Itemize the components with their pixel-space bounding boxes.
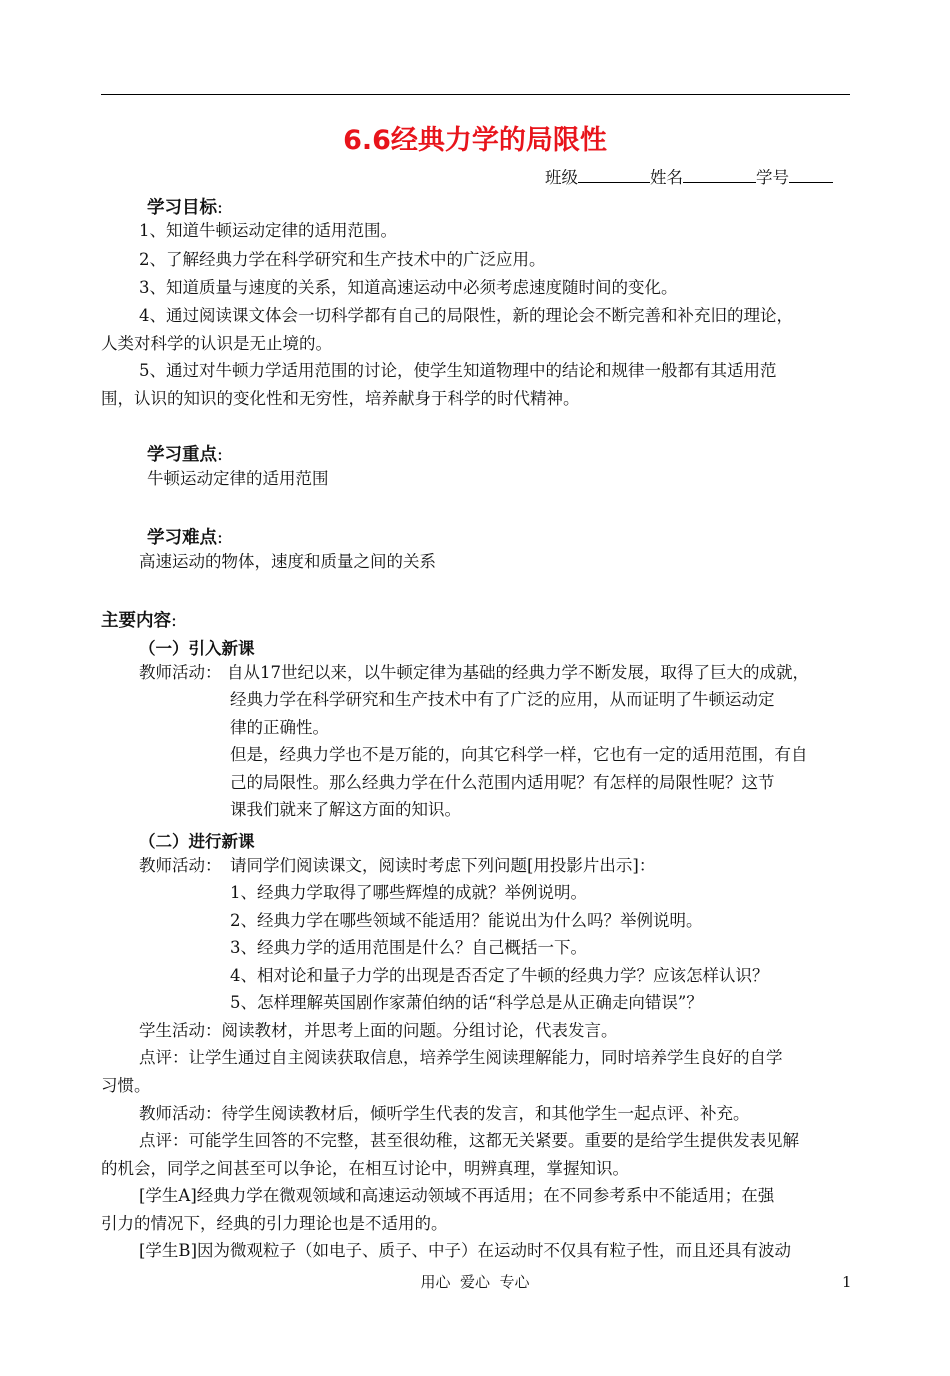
part1-line: 课我们就来了解这方面的知识。 (230, 800, 461, 819)
name-blank[interactable] (683, 166, 756, 183)
goal-item-continued: 围，认识的知识的变化性和无穷性，培养献身于科学的时代精神。 (101, 389, 580, 408)
key-point-text: 牛顿运动定律的适用范围 (147, 469, 329, 488)
part1-line: 己的局限性。那么经典力学在什么范围内适用呢？有怎样的局限性呢？这节 (230, 773, 775, 792)
question-item: 4、相对论和量子力学的出现是否否定了牛顿的经典力学？应该怎样认识？ (230, 966, 769, 985)
question-item: 3、经典力学的适用范围是什么？自己概括一下。 (230, 938, 587, 957)
part1-line: 经典力学在科学研究和生产技术中有了广泛的应用，从而证明了牛顿运动定 (230, 690, 775, 709)
goals-heading: 学习目标: (147, 198, 223, 218)
goal-item: 2、了解经典力学在科学研究和生产技术中的广泛应用。 (139, 250, 546, 269)
number-label: 学号 (756, 168, 789, 187)
part1-teacher-label: 教师活动： (139, 663, 222, 682)
student-activity: 学生活动：阅读教材，并思考上面的问题。分组讨论，代表发言。 (139, 1021, 618, 1040)
comment-line: 点评：让学生通过自主阅读获取信息，培养学生阅读理解能力，同时培养学生良好的自学 (139, 1048, 783, 1067)
question-item: 1、经典力学取得了哪些辉煌的成就？举例说明。 (230, 883, 587, 902)
comment-line-continued: 的机会，同学之间甚至可以争论，在相互讨论中，明辨真理，掌握知识。 (101, 1159, 629, 1178)
goal-item-continued: 人类对科学的认识是无止境的。 (101, 334, 332, 353)
part2-teacher-text: 请同学们阅读课文，阅读时考虑下列问题[用投影片出示]： (230, 856, 656, 875)
goal-item: 1、知道牛顿运动定律的适用范围。 (139, 221, 397, 240)
student-b-line: [学生B]因为微观粒子（如电子、质子、中子）在运动时不仅具有粒子性，而且还具有波动 (139, 1241, 791, 1260)
student-info-line (545, 166, 833, 188)
teacher-activity-2: 教师活动：待学生阅读教材后，倾听学生代表的发言，和其他学生一起点评、补充。 (139, 1104, 750, 1123)
class-blank[interactable] (578, 166, 650, 183)
class-label: 班级 (545, 168, 578, 187)
goal-item: 5、通过对牛顿力学适用范围的讨论，使学生知道物理中的结论和规律一般都有其适用范 (139, 361, 777, 380)
part1-line: 但是，经典力学也不是万能的，向其它科学一样，它也有一定的适用范围，有自 (230, 745, 808, 764)
name-label: 姓名 (650, 168, 683, 187)
header-rule (101, 94, 850, 95)
difficulty-heading: 学习难点: (147, 528, 223, 548)
part1-line: 律的正确性。 (230, 718, 329, 737)
difficulty-text: 高速运动的物体，速度和质量之间的关系 (139, 552, 436, 571)
goal-item: 3、知道质量与速度的关系，知道高速运动中必须考虑速度随时间的变化。 (139, 278, 678, 297)
question-item: 2、经典力学在哪些领域不能适用？能说出为什么吗？举例说明。 (230, 911, 703, 930)
footer-motto: 用心 爱心 专心 (420, 1273, 530, 1291)
page-number: 1 (842, 1273, 852, 1291)
student-a-line: [学生A]经典力学在微观领域和高速运动领域不再适用；在不同参考系中不能适用；在强 (139, 1186, 775, 1205)
question-item: 5、怎样理解英国剧作家萧伯纳的话“科学总是从正确走向错误”？ (230, 993, 703, 1012)
page-title: 6.6经典力学的局限性 (343, 125, 607, 156)
main-heading: 主要内容: (101, 611, 177, 631)
part1-heading: （一）引入新课 (139, 639, 255, 658)
part2-heading: （二）进行新课 (139, 832, 255, 851)
part2-teacher-label: 教师活动： (139, 856, 222, 875)
key-point-heading: 学习重点: (147, 445, 223, 465)
part1-line: 自从17世纪以来，以牛顿定律为基础的经典力学不断发展，取得了巨大的成就， (227, 663, 809, 682)
comment-line-continued: 习惯。 (101, 1076, 151, 1095)
comment-line: 点评：可能学生回答的不完整，甚至很幼稚，这都无关紧要。重要的是给学生提供发表见解 (139, 1131, 799, 1150)
goal-item: 4、通过阅读课文体会一切科学都有自己的局限性，新的理论会不断完善和补充旧的理论， (139, 306, 793, 325)
student-a-line-continued: 引力的情况下，经典的引力理论也是不适用的。 (101, 1214, 448, 1233)
number-blank[interactable] (789, 166, 833, 183)
